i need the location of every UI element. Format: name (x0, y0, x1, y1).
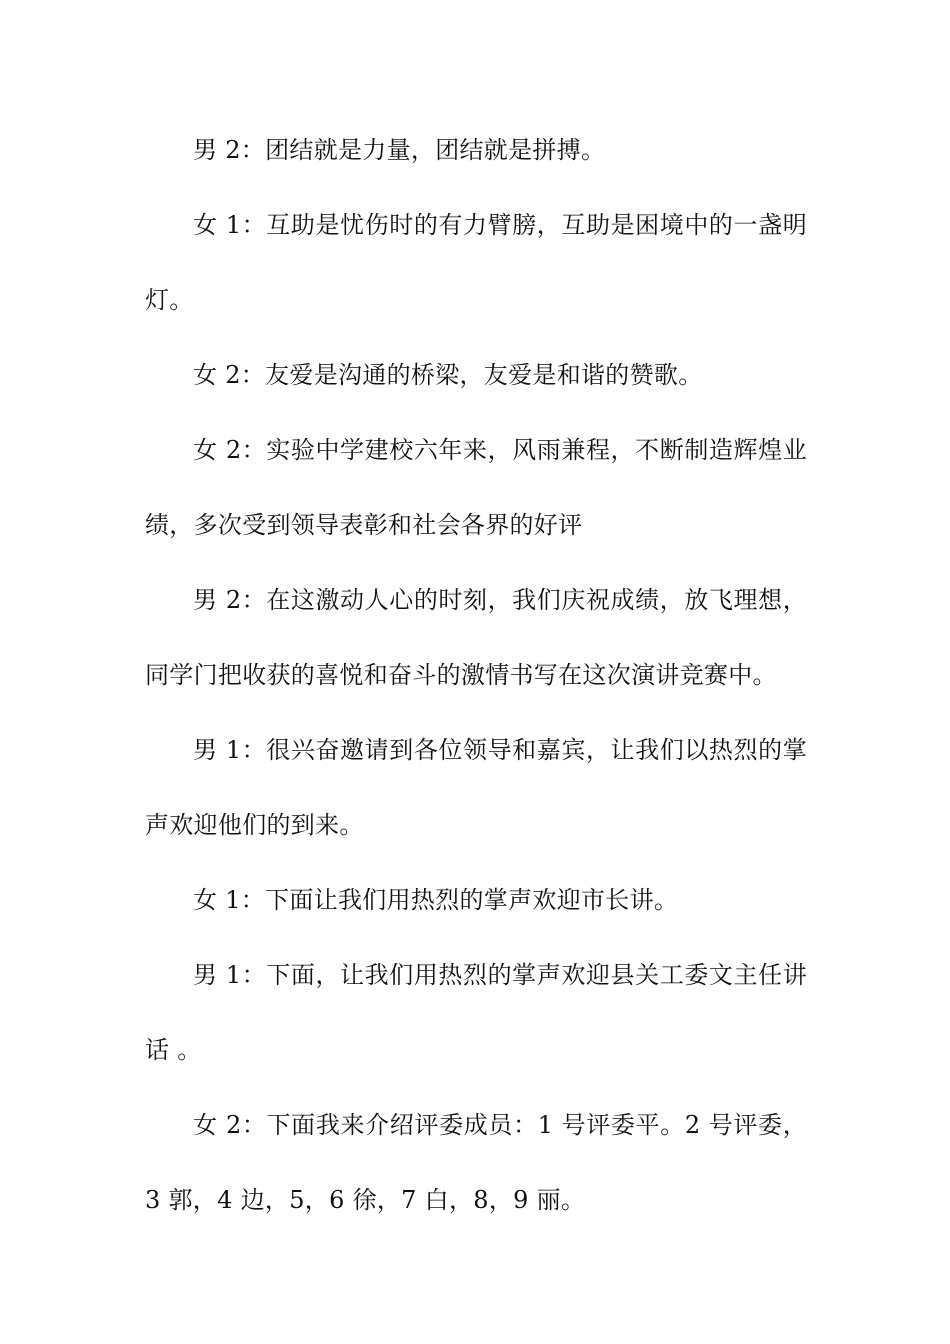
paragraph-4: 女 2：实验中学建校六年来，风雨兼程，不断制造辉煌业绩，多次受到领导表彰和社会各界的好评 (145, 436, 807, 539)
paragraph-6: 男 1：很兴奋邀请到各位领导和嘉宾，让我们以热烈的掌声欢迎他们的到来。 (145, 736, 807, 839)
document-body (145, 113, 807, 1238)
paragraph-1: 男 2：团结就是力量，团结就是拼搏。 (193, 136, 606, 164)
paragraph-3: 女 2：友爱是沟通的桥梁，友爱是和谐的赞歌。 (193, 361, 703, 389)
paragraph-8: 男 1：下面，让我们用热烈的掌声欢迎县关工委文主任讲话 。 (145, 961, 807, 1064)
paragraph-2: 女 1：互助是忧伤时的有力臂膀，互助是困境中的一盏明灯。 (145, 211, 807, 314)
paragraph-5: 男 2：在这激动人心的时刻，我们庆祝成绩，放飞理想，同学门把收获的喜悦和奋斗的激情书写在这次演讲竞赛中。 (145, 586, 807, 689)
paragraph-9: 女 2：下面我来介绍评委成员：1 号评委平。2 号评委，3 郭，4 边，5，6 徐，7 白，8，9 丽。 (145, 1111, 807, 1214)
paragraph-7: 女 1：下面让我们用热烈的掌声欢迎市长讲。 (193, 886, 679, 914)
